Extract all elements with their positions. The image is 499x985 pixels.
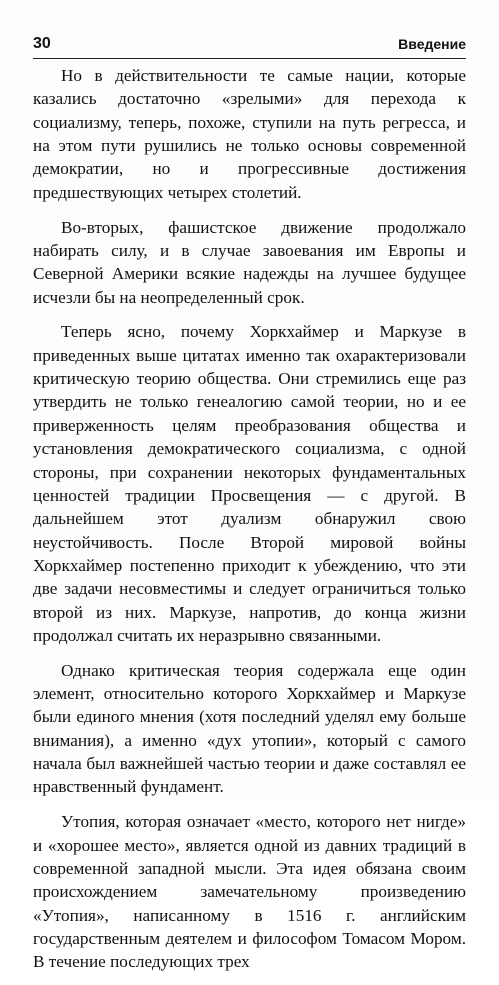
paragraph: Однако критическая теория содержала еще один элемент, относительно которого Хоркхаймер и Маркузе были единого мнения (хотя последний уделял ему больше внимания), а именно «дух утопии», который с самого начала был важнейшей частью теории и даже составлял ее нравственный фундамент. [33, 660, 466, 797]
paragraph: Во-вторых, фашистское движение продолжало набирать силу, и в случае завоевания им Европы и Северной Америки всякие надежды на лучшее будущее исчезли бы на неопределенный срок. [33, 217, 466, 307]
running-title: Введение [398, 36, 466, 52]
paragraph: Теперь ясно, почему Хоркхаймер и Маркузе в приведенных выше цитатах именно так охарактеризовали критическую теорию общества. Они стремились еще раз утвердить не только генеалогию самой теории, но и ее приверженность целям преобразования общества и установления демократического социализма, с одной стороны, при сохранении некоторых фундаментальных ценностей традиции Просвещения — с другой. В дальнейшем этот дуализм обнаружил свою неустойчивость. После Второй мировой войны Хоркхаймер постепенно приходит к убеждению, что эти две задачи несовместимы и следует ограничиться только второй из них. Маркузе, напротив, до конца жизни продолжал считать их неразрывно связанными. [33, 322, 466, 645]
page-header [33, 34, 466, 59]
body-text [33, 64, 466, 985]
paragraph: Утопия, которая означает «место, которого нет нигде» и «хорошее место», является одной из давних традиций в современной западной мысли. Эта идея обязана своим происхождением замечательному произведению «Утопия», написанному в 1516 г. английским государственным деятелем и философом Томасом Мором. В течение последующих трех [33, 812, 466, 972]
paragraph: Но в действительности те самые нации, которые казались достаточно «зрелыми» для перехода к социализму, теперь, похоже, ступили на путь регресса, и на этом пути рушились не только основы современной демократии, но и прогрессивные достижения предшествующих четырех столетий. [33, 66, 466, 202]
page-number: 30 [33, 35, 51, 52]
